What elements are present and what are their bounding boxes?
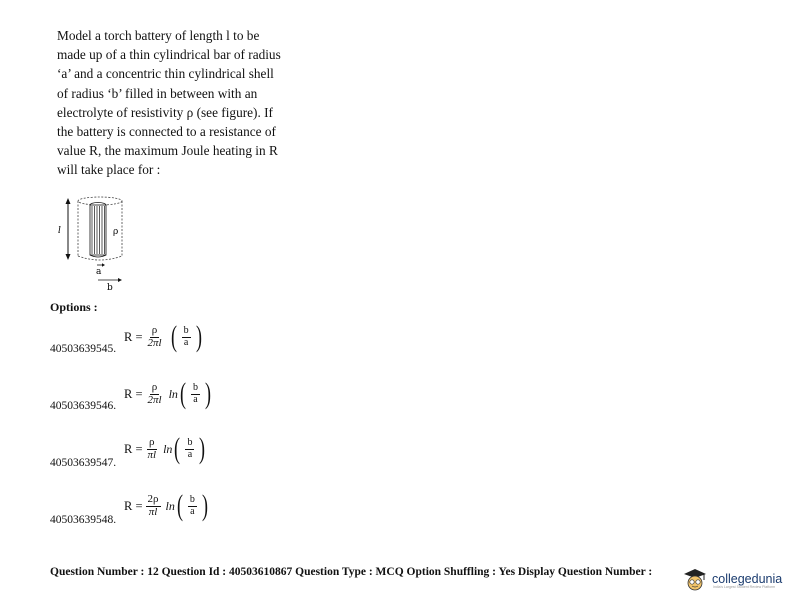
fraction-denominator: πl (147, 448, 157, 461)
formula-lhs: R = (124, 441, 143, 456)
logo-tagline: India's Largest Student Review Platform (713, 585, 776, 589)
log-operator: ln (165, 498, 175, 513)
fraction-numerator: ρ (151, 380, 158, 393)
ratio-numerator: b (183, 325, 189, 336)
collegedunia-logo[interactable] (681, 564, 789, 594)
option-formula (124, 434, 207, 464)
fraction (146, 437, 159, 461)
left-paren: ( (174, 432, 181, 465)
ratio-denominator: a (190, 505, 195, 517)
fraction-numerator: ρ (149, 435, 155, 448)
fraction-denominator: πl (148, 505, 158, 518)
b-label: b (107, 283, 113, 293)
ratio-fraction (191, 383, 200, 405)
question-line: electrolyte of resistivity ρ (see figure). If (57, 104, 273, 120)
question-line: will take place for : (57, 162, 161, 178)
fraction (146, 325, 164, 349)
question-line: value R, the maximum Joule heating in R (57, 143, 278, 159)
option-1[interactable] (0, 318, 300, 370)
ratio-fraction (182, 326, 191, 348)
ratio-denominator: a (187, 448, 193, 460)
right-paren: ) (204, 377, 211, 410)
option-formula (124, 322, 204, 352)
ratio-numerator: b (192, 382, 198, 393)
option-2[interactable] (0, 375, 300, 427)
question-metadata: Question Number : 12 Question Id : 40503610867 Question Type : MCQ Option Shuffling : Yes Display Question Number : (50, 566, 653, 578)
question-text (57, 26, 307, 180)
option-4[interactable] (0, 489, 300, 541)
mascot-icon (681, 566, 709, 592)
fraction-numerator: ρ (151, 323, 158, 336)
inner-bar (90, 203, 106, 258)
left-paren: ( (170, 320, 177, 353)
option-id: 40503639548. (50, 514, 117, 526)
question-line: the battery is connected to a resistance of (57, 124, 276, 140)
fraction-numerator: 2ρ (147, 492, 159, 505)
question-line: ‘a’ and a concentric thin cylindrical shell (57, 66, 274, 82)
ratio-numerator: b (189, 494, 195, 505)
left-paren: ( (176, 489, 183, 522)
radius-a-arrow (96, 263, 105, 277)
right-paren: ) (201, 489, 208, 522)
formula-lhs: R = (124, 386, 143, 401)
rho-label: ρ (113, 227, 119, 237)
formula-lhs: R = (124, 329, 143, 344)
ratio-denominator: a (183, 336, 189, 348)
logo-text: collegedunia (712, 572, 783, 586)
option-formula (124, 379, 213, 409)
right-paren: ) (195, 320, 202, 353)
log-operator: ln (163, 441, 173, 456)
options-label: Options : (50, 300, 98, 314)
ratio-fraction (185, 438, 194, 460)
question-line: made up of a thin cylindrical bar of radius (57, 47, 281, 63)
question-line: Model a torch battery of length l to be (57, 28, 260, 43)
ratio-fraction (188, 495, 197, 517)
radius-b-arrow (98, 278, 122, 293)
option-id: 40503639545. (50, 343, 117, 355)
option-id: 40503639547. (50, 457, 117, 469)
length-arrow (58, 198, 71, 260)
fraction-denominator: 2πl (147, 336, 162, 349)
option-formula (124, 491, 210, 521)
question-line: of radius ‘b’ filled in between with an (57, 85, 258, 101)
a-label: a (96, 267, 102, 277)
option-id: 40503639546. (50, 400, 117, 412)
left-paren: ( (179, 377, 186, 410)
ratio-denominator: a (193, 393, 198, 405)
formula-lhs: R = (124, 498, 143, 513)
option-3[interactable] (0, 432, 300, 484)
fraction (146, 494, 161, 518)
battery-figure (56, 190, 146, 300)
fraction (146, 382, 164, 406)
log-operator: ln (168, 386, 178, 401)
ratio-numerator: b (187, 437, 193, 448)
right-paren: ) (199, 432, 206, 465)
fraction-denominator: 2πl (147, 393, 162, 406)
length-label: l (58, 226, 61, 236)
